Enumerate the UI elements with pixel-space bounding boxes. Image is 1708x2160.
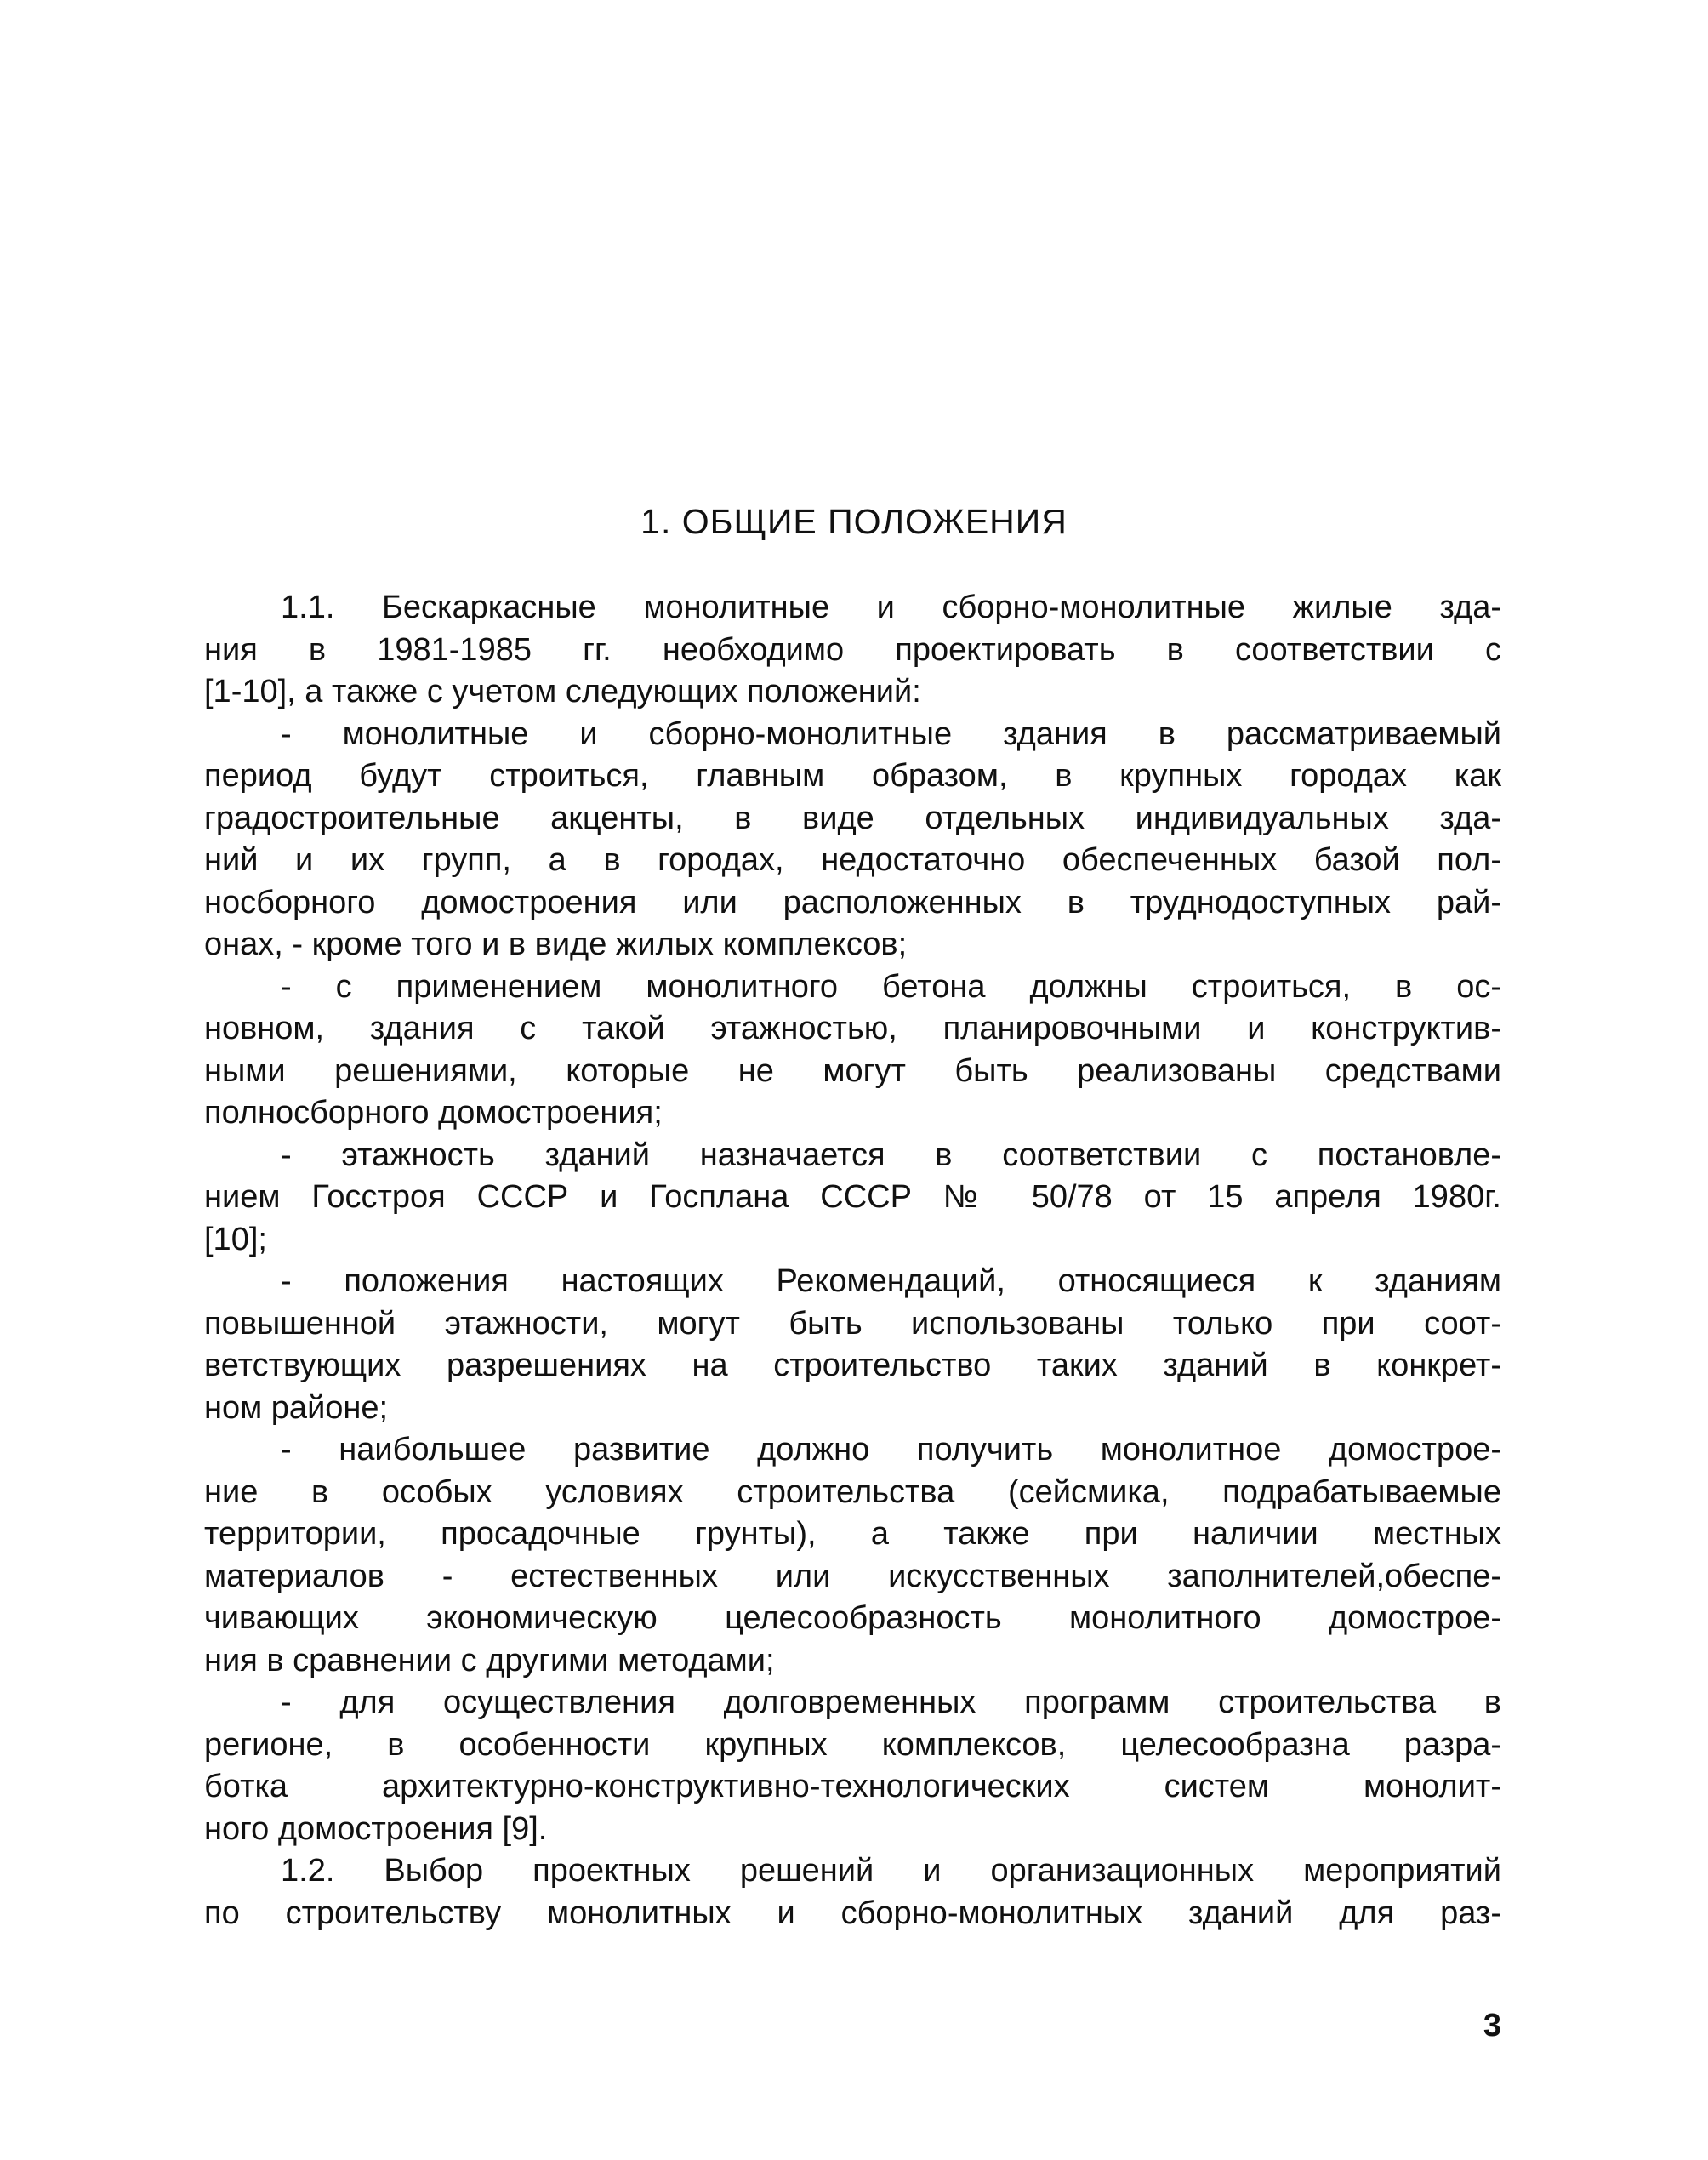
text-line: территории, просадочные грунты), а также при наличии местных: [204, 1516, 1501, 1552]
page-number: 3: [1483, 2008, 1501, 2043]
text-line: ветствующих разрешениях на строительство таких зданий в конкрет-: [204, 1348, 1501, 1383]
text-line: повышенной этажности, могут быть использованы только при соот-: [204, 1305, 1501, 1342]
text-line: ного домостроения [9].: [204, 1810, 548, 1847]
body-text: [204, 587, 1501, 1935]
text-line: ния в 1981-1985 гг. необходимо проектировать в соответствии с: [204, 631, 1501, 668]
text-line: - этажность зданий назначается в соответствии с постановле-: [281, 1137, 1501, 1173]
text-line: - положения настоящих Рекомендаций, относящиеся к зданиям: [281, 1263, 1501, 1299]
text-line: [1-10], а также с учетом следующих положений:: [204, 674, 921, 710]
text-line: онах, - кроме того и в виде жилых комплексов;: [204, 926, 908, 962]
text-line: полносборного домостроения;: [204, 1095, 663, 1131]
text-line: нием Госстроя СССР и Госплана СССР № 50/78 от 15 апреля 1980г.: [204, 1179, 1501, 1215]
text-line: новном, здания с такой этажностью, планировочными и конструктив-: [204, 1011, 1501, 1046]
text-line: ном районе;: [204, 1389, 389, 1426]
text-line: по строительству монолитных и сборно-монолитных зданий для раз-: [204, 1895, 1501, 1931]
text-line: ний и их групп, а в городах, недостаточно обеспеченных базой пол-: [204, 842, 1501, 878]
text-line: - наибольшее развитие должно получить монолитное домострое-: [281, 1432, 1501, 1468]
text-line: период будут строиться, главным образом, в крупных городах как: [204, 758, 1501, 794]
text-line: 1.2. Выбор проектных решений и организационных мероприятий: [281, 1853, 1501, 1889]
text-line: чивающих экономическую целесообразность монолитного домострое-: [204, 1600, 1501, 1636]
text-line: ными решениями, которые не могут быть реализованы средствами: [204, 1052, 1501, 1089]
text-line: 1.1. Бескаркасные монолитные и сборно-монолитные жилые зда-: [281, 590, 1501, 625]
section-heading: 1. ОБЩИЕ ПОЛОЖЕНИЯ: [640, 502, 1068, 541]
text-line: - с применением монолитного бетона должны строиться, в ос-: [281, 968, 1501, 1005]
text-line: градостроительные акценты, в виде отдельных индивидуальных зда-: [204, 800, 1501, 836]
text-line: регионе, в особенности крупных комплексов, целесообразна разра-: [204, 1726, 1501, 1763]
text-line: ние в особых условиях строительства (сейсмика, подрабатываемые: [204, 1473, 1501, 1510]
text-line: материалов - естественных или искусственных заполнителей,обеспе-: [204, 1558, 1501, 1594]
text-line: носборного домостроения или расположенных в труднодоступных рай-: [204, 884, 1501, 920]
text-line: ботка архитектурно-конструктивно-технологических систем монолит-: [204, 1769, 1501, 1804]
text-line: [10];: [204, 1221, 267, 1257]
text-line: ния в сравнении с другими методами;: [204, 1642, 775, 1678]
text-line: - монолитные и сборно-монолитные здания в рассматриваемый: [281, 715, 1501, 752]
text-line: - для осуществления долговременных программ строительства в: [281, 1684, 1501, 1720]
